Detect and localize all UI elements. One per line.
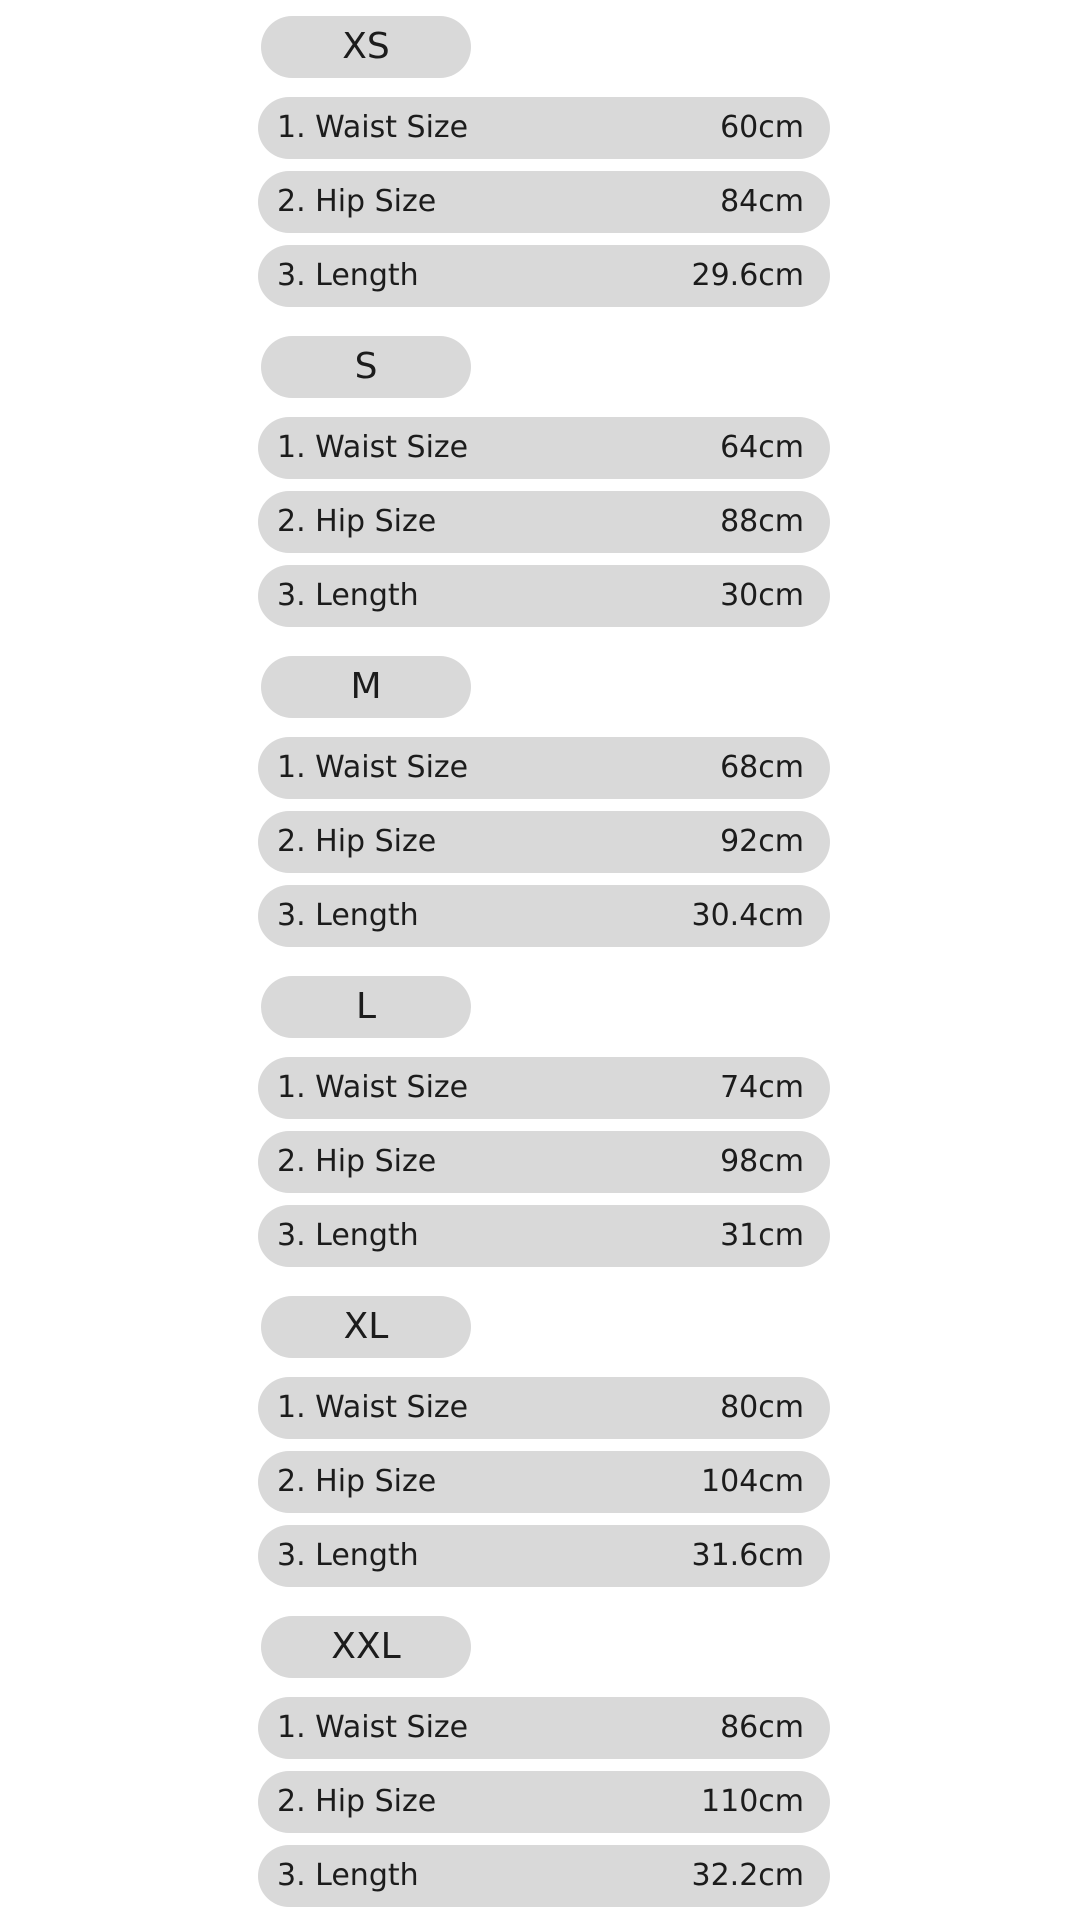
measurement-name: 2. Hip Size <box>277 504 437 539</box>
measurement-row-hip <box>258 1451 830 1513</box>
measurement-name: 3. Length <box>277 258 419 293</box>
measurement-name: 1. Waist Size <box>277 430 469 465</box>
size-group-s <box>0 320 1080 640</box>
size-label: XS <box>261 16 471 78</box>
measurement-name: 2. Hip Size <box>277 184 437 219</box>
size-group-xl <box>0 1280 1080 1600</box>
measurement-value: 31.6cm <box>691 1538 804 1573</box>
size-group-xs <box>0 0 1080 320</box>
measurement-row-hip <box>258 491 830 553</box>
measurement-name: 1. Waist Size <box>277 110 469 145</box>
measurement-name: 3. Length <box>277 1538 419 1573</box>
measurement-name: 2. Hip Size <box>277 1144 437 1179</box>
measurement-value: 64cm <box>720 430 804 465</box>
measurement-value: 88cm <box>720 504 804 539</box>
measurement-row-waist <box>258 1377 830 1439</box>
size-label: XXL <box>261 1616 471 1678</box>
measurement-name: 3. Length <box>277 1218 419 1253</box>
size-group-xxl <box>0 1600 1080 1920</box>
size-group-m <box>0 640 1080 960</box>
measurement-value: 98cm <box>720 1144 804 1179</box>
size-label: M <box>261 656 471 718</box>
measurement-value: 104cm <box>701 1464 804 1499</box>
measurement-value: 32.2cm <box>691 1858 804 1893</box>
measurement-value: 84cm <box>720 184 804 219</box>
measurement-row-waist <box>258 1697 830 1759</box>
measurement-row-length <box>258 1205 830 1267</box>
measurement-value: 92cm <box>720 824 804 859</box>
measurement-value: 30cm <box>720 578 804 613</box>
measurement-name: 2. Hip Size <box>277 1784 437 1819</box>
measurement-row-length <box>258 885 830 947</box>
size-label: S <box>261 336 471 398</box>
measurement-row-waist <box>258 737 830 799</box>
measurement-name: 2. Hip Size <box>277 1464 437 1499</box>
measurement-row-length <box>258 1525 830 1587</box>
measurement-row-hip <box>258 1771 830 1833</box>
measurement-value: 80cm <box>720 1390 804 1425</box>
measurement-value: 29.6cm <box>691 258 804 293</box>
measurement-name: 1. Waist Size <box>277 1070 469 1105</box>
measurement-name: 1. Waist Size <box>277 1710 469 1745</box>
measurement-value: 68cm <box>720 750 804 785</box>
measurement-value: 30.4cm <box>691 898 804 933</box>
measurement-row-length <box>258 565 830 627</box>
measurement-name: 3. Length <box>277 578 419 613</box>
measurement-value: 60cm <box>720 110 804 145</box>
measurement-row-waist <box>258 417 830 479</box>
measurement-row-length <box>258 245 830 307</box>
measurement-name: 3. Length <box>277 898 419 933</box>
measurement-name: 1. Waist Size <box>277 750 469 785</box>
measurement-value: 74cm <box>720 1070 804 1105</box>
measurement-row-waist <box>258 1057 830 1119</box>
size-group-l <box>0 960 1080 1280</box>
measurement-row-waist <box>258 97 830 159</box>
measurement-name: 1. Waist Size <box>277 1390 469 1425</box>
measurement-value: 86cm <box>720 1710 804 1745</box>
measurement-row-hip <box>258 811 830 873</box>
measurement-name: 2. Hip Size <box>277 824 437 859</box>
size-label: XL <box>261 1296 471 1358</box>
measurement-row-hip <box>258 1131 830 1193</box>
measurement-value: 110cm <box>701 1784 804 1819</box>
measurement-value: 31cm <box>720 1218 804 1253</box>
measurement-row-hip <box>258 171 830 233</box>
size-label: L <box>261 976 471 1038</box>
measurement-row-length <box>258 1845 830 1907</box>
measurement-name: 3. Length <box>277 1858 419 1893</box>
